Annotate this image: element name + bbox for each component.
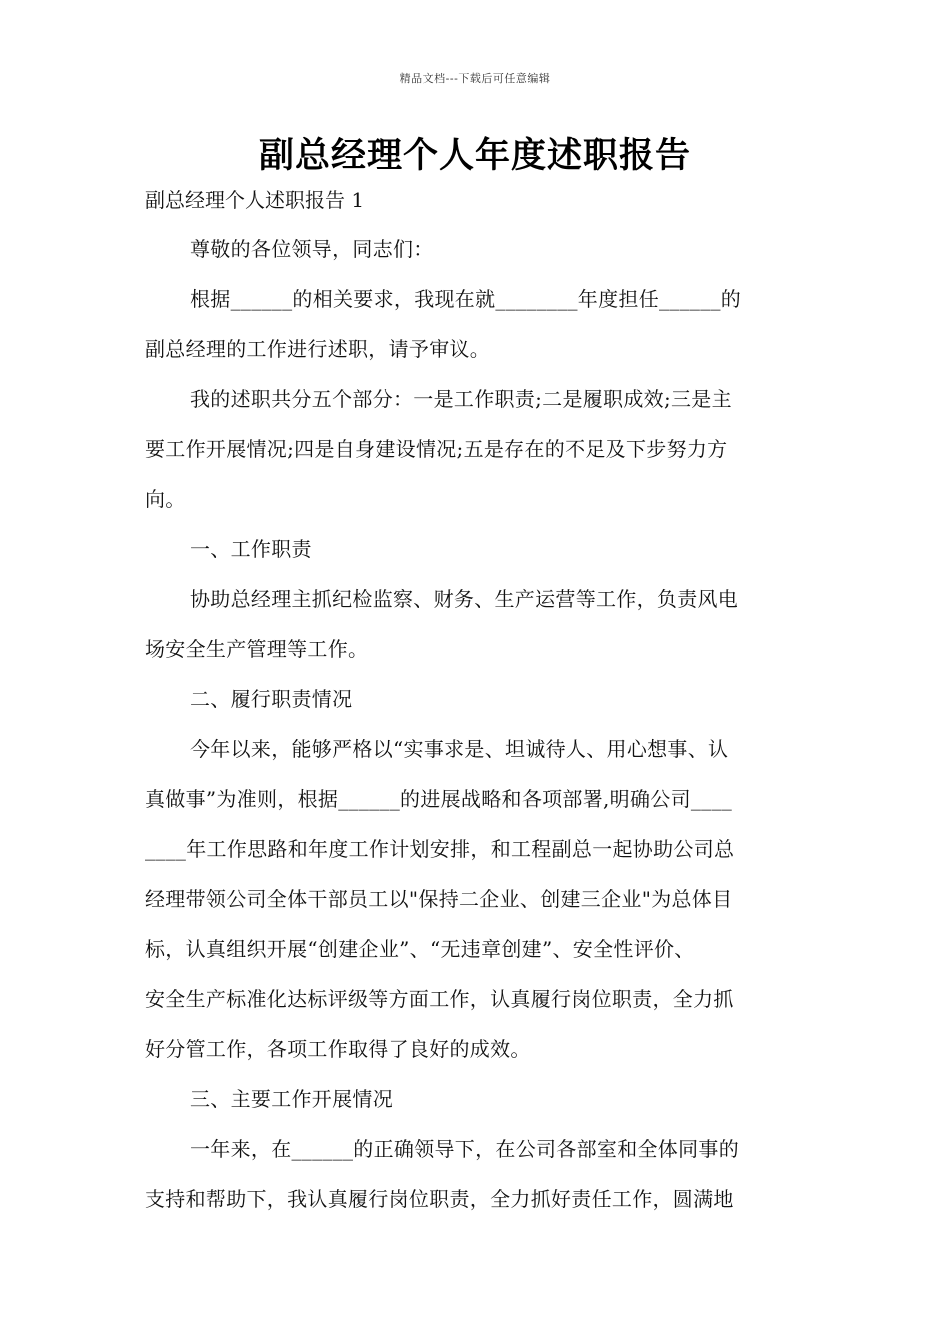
paragraph-line: 一年来，在______的正确领导下，在公司各部室和全体同事的: [190, 1137, 739, 1161]
section-heading: 二、履行职责情况: [190, 687, 353, 711]
paragraph-line: 好分管工作，各项工作取得了良好的成效。: [145, 1037, 531, 1061]
paragraph-line: 标，认真组织开展“创建企业”、“无违章创建”、安全性评价、: [145, 937, 695, 961]
paragraph-line: 支持和帮助下，我认真履行岗位职责，全力抓好责任工作，圆满地: [145, 1187, 734, 1211]
paragraph-line: 根据______的相关要求，我现在就________年度担任______的: [190, 287, 742, 311]
paragraph-line: ____年工作思路和年度工作计划安排，和工程副总一起协助公司总: [145, 837, 735, 861]
paragraph-line: 要工作开展情况;四是自身建设情况;五是存在的不足及下步努力方: [145, 437, 728, 461]
document-title: 副总经理个人年度述职报告: [258, 135, 691, 176]
section-heading: 一、工作职责: [190, 537, 312, 561]
paragraph-line: 今年以来，能够严格以“实事求是、坦诚待人、用心想事、认: [190, 737, 729, 761]
paragraph-line: 真做事”为准则，根据______的进展战略和各项部署,明确公司____: [145, 787, 733, 811]
header-note: 精品文档---下载后可任意编辑: [399, 72, 551, 85]
paragraph-line: 经理带领公司全体干部员工以"保持二企业、创建三企业"为总体目: [145, 887, 733, 911]
paragraph-line: 场安全生产管理等工作。: [145, 637, 369, 661]
document-body: [145, 182, 810, 1224]
paragraph-line: 副总经理的工作进行述职，请予审议。: [145, 337, 491, 361]
paragraph-line: 我的述职共分五个部分：一是工作职责;二是履职成效;三是主: [190, 387, 732, 411]
section-heading: 三、主要工作开展情况: [190, 1087, 393, 1111]
paragraph-line: 安全生产标准化达标评级等方面工作，认真履行岗位职责，全力抓: [145, 987, 734, 1011]
salutation: 尊敬的各位领导，同志们：: [190, 237, 434, 261]
paragraph-line: 协助总经理主抓纪检监察、财务、生产运营等工作，负责风电: [190, 587, 739, 611]
report-subtitle: 副总经理个人述职报告 1: [145, 188, 365, 212]
paragraph-line: 向。: [145, 487, 186, 511]
